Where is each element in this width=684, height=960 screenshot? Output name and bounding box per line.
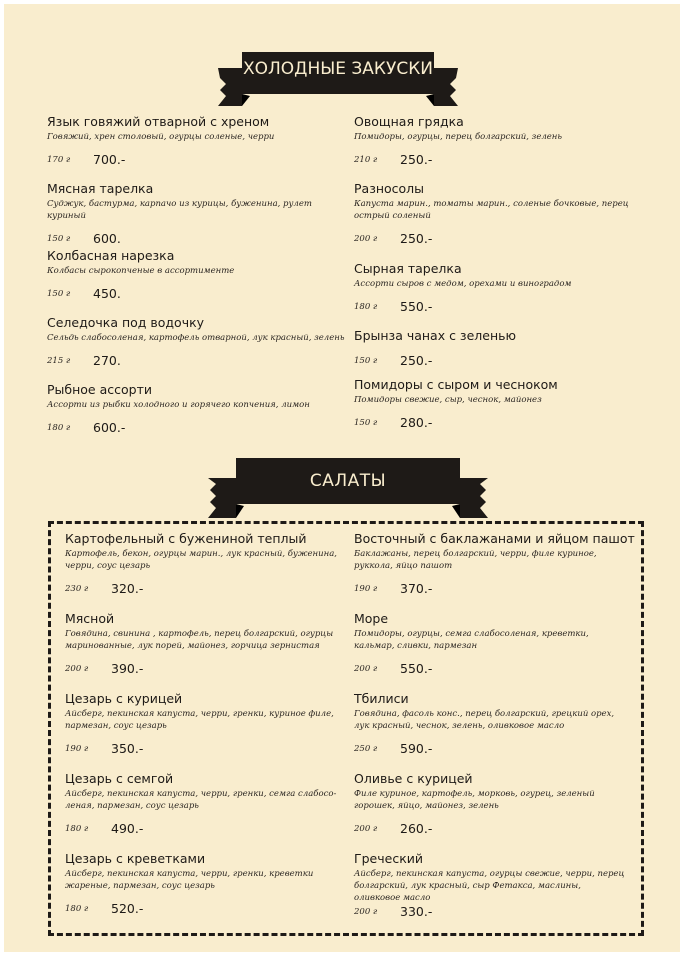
menu-item: [47, 382, 347, 449]
item-price: 700.-: [93, 152, 126, 167]
item-name: Море: [354, 611, 389, 626]
item-weight: 210 г: [354, 155, 378, 165]
item-price: 350.-: [111, 741, 144, 756]
item-price: 250.-: [400, 152, 433, 167]
item-price: 520.-: [111, 901, 144, 916]
item-weight: 250 г: [354, 744, 378, 754]
item-name: Греческий: [354, 851, 423, 866]
item-name: Восточный с баклажанами и яйцом пашот: [354, 531, 635, 546]
item-weight: 200 г: [354, 234, 378, 244]
menu-item: [65, 691, 337, 771]
item-name: Язык говяжий отварной с хреном: [47, 114, 270, 129]
item-name: Колбасная нарезка: [47, 248, 175, 263]
item-name: Брынза чанах с зеленью: [354, 328, 517, 343]
section-banner-salads: [208, 456, 488, 522]
item-description: Картофель, бекон, огурцы марин., лук красный, буженина, черри, соус цезарь: [65, 549, 337, 571]
item-price: 320.-: [111, 581, 144, 596]
item-name: Картофельный с бужениной теплый: [65, 531, 307, 546]
menu-page: [4, 4, 680, 952]
menu-item: [354, 181, 644, 261]
item-name: Цезарь с курицей: [65, 691, 183, 706]
item-description: Баклажаны, перец болгарский, черри, филе куриное, руккола, яйцо пашот: [354, 549, 597, 571]
item-weight: 150 г: [47, 234, 71, 244]
item-price: 490.-: [111, 821, 144, 836]
section-title: ХОЛОДНЫЕ ЗАКУСКИ: [242, 59, 433, 79]
item-name: Оливье с курицей: [354, 771, 473, 786]
item-price: 550.-: [400, 299, 433, 314]
item-weight: 215 г: [47, 356, 71, 366]
item-description: Помидоры, огурцы, семга слабосоленая, креветки, кальмар, сливки, пармезан: [354, 629, 589, 651]
item-price: 590.-: [400, 741, 433, 756]
item-name: Разносолы: [354, 181, 425, 196]
item-price: 600.-: [93, 420, 126, 435]
item-weight: 200 г: [354, 824, 378, 834]
item-weight: 180 г: [354, 302, 378, 312]
item-description: Айсберг, пекинская капуста, черри, гренки, куриное филе, пармезан, соус цезарь: [65, 709, 334, 731]
item-name: Селедочка под водочку: [47, 315, 205, 330]
item-description: Помидоры свежие, сыр, чеснок, майонез: [354, 395, 542, 405]
item-description: Колбасы сырокопченые в ассортименте: [47, 266, 235, 276]
item-price: 260.-: [400, 821, 433, 836]
item-name: Тбилиси: [354, 691, 409, 706]
menu-item: [47, 114, 347, 181]
item-weight: 170 г: [47, 155, 71, 165]
item-price: 390.-: [111, 661, 144, 676]
menu-item: [47, 248, 347, 315]
item-name: Цезарь с семгой: [65, 771, 174, 786]
item-name: Цезарь с креветками: [65, 851, 206, 866]
item-description: Говядина, фасоль конс., перец болгарский, грецкий орех, лук красный, чеснок, зелень, оливковое масло: [354, 709, 615, 731]
item-weight: 200 г: [354, 664, 378, 674]
item-description: Сельдь слабосоленая, картофель отварной, лук красный, зелень: [47, 333, 345, 343]
menu-item: [354, 611, 629, 691]
item-description: Капуста марин., томаты марин., соленые бочковые, перец острый соленый: [354, 199, 629, 221]
salads-right-column: [354, 531, 635, 931]
menu-item: [47, 181, 347, 248]
item-weight: 150 г: [354, 418, 378, 428]
item-price: 280.-: [400, 415, 433, 430]
item-description: Суджук, бастурма, карпачо из курицы, буженина, рулет куриный: [47, 199, 312, 221]
item-name: Овощная грядка: [354, 114, 464, 129]
menu-item: [65, 851, 337, 931]
menu-item: [47, 315, 347, 382]
item-description: Айсберг, пекинская капуста, огурцы свежие, черри, перец болгарский, лук красный, сыр Фетакса, маслины, оливковое масло: [354, 869, 625, 903]
item-weight: 200 г: [65, 664, 89, 674]
menu-item: [354, 851, 629, 931]
item-price: 250.-: [400, 353, 433, 368]
menu-item: [354, 114, 644, 181]
item-description: Говяжий, хрен столовый, огурцы соленые, черри: [47, 132, 275, 142]
section-banner-cold-appetizers: [218, 48, 458, 110]
menu-item: [354, 691, 629, 771]
menu-item: [354, 377, 644, 444]
item-description: Помидоры, огурцы, перец болгарский, зелень: [354, 132, 563, 142]
item-description: Айсберг, пекинская капуста, черри, гренки, креветки жареные, пармезан, соус цезарь: [65, 869, 314, 891]
item-name: Мясной: [65, 611, 115, 626]
item-weight: 150 г: [47, 289, 71, 299]
item-name: Помидоры с сыром и чесноком: [354, 377, 558, 392]
menu-item: [65, 771, 337, 851]
item-description: Ассорти сыров с медом, орехами и виноградом: [354, 279, 572, 289]
item-weight: 190 г: [354, 584, 378, 594]
item-price: 250.-: [400, 231, 433, 246]
salads-left-column: [65, 531, 337, 931]
item-name: Сырная тарелка: [354, 261, 462, 276]
item-weight: 180 г: [47, 423, 71, 433]
item-price: 450.: [93, 286, 121, 301]
item-name: Мясная тарелка: [47, 181, 154, 196]
item-description: Филе куриное, картофель, морковь, огурец, зеленый горошек, яйцо, майонез, зелень: [354, 789, 595, 811]
item-weight: 180 г: [65, 904, 89, 914]
cold-appetizers-left-column: [47, 114, 347, 449]
cold-appetizers-right-column: [354, 114, 644, 444]
item-description: Айсберг, пекинская капуста, черри, гренки, семга слабосо-леная, пармезан, соус цезарь: [65, 789, 337, 811]
item-price: 550.-: [400, 661, 433, 676]
item-weight: 180 г: [65, 824, 89, 834]
menu-item: [354, 531, 635, 611]
item-weight: 190 г: [65, 744, 89, 754]
item-price: 330.-: [400, 904, 433, 919]
menu-item: [354, 328, 644, 377]
item-price: 370.-: [400, 581, 433, 596]
item-name: Рыбное ассорти: [47, 382, 152, 397]
item-weight: 200 г: [354, 907, 378, 917]
item-description: Ассорти из рыбки холодного и горячего копчения, лимон: [47, 400, 310, 410]
menu-item: [354, 261, 644, 328]
section-title: САЛАТЫ: [309, 471, 387, 491]
item-weight: 230 г: [65, 584, 89, 594]
menu-item: [65, 611, 337, 691]
item-weight: 150 г: [354, 356, 378, 366]
menu-item: [354, 771, 629, 851]
menu-item: [65, 531, 337, 611]
item-price: 600.: [93, 231, 121, 246]
item-price: 270.: [93, 353, 121, 368]
item-description: Говядина, свинина , картофель, перец болгарский, огурцы маринованные, лук порей, майонез, горчица зернистая: [65, 629, 334, 651]
